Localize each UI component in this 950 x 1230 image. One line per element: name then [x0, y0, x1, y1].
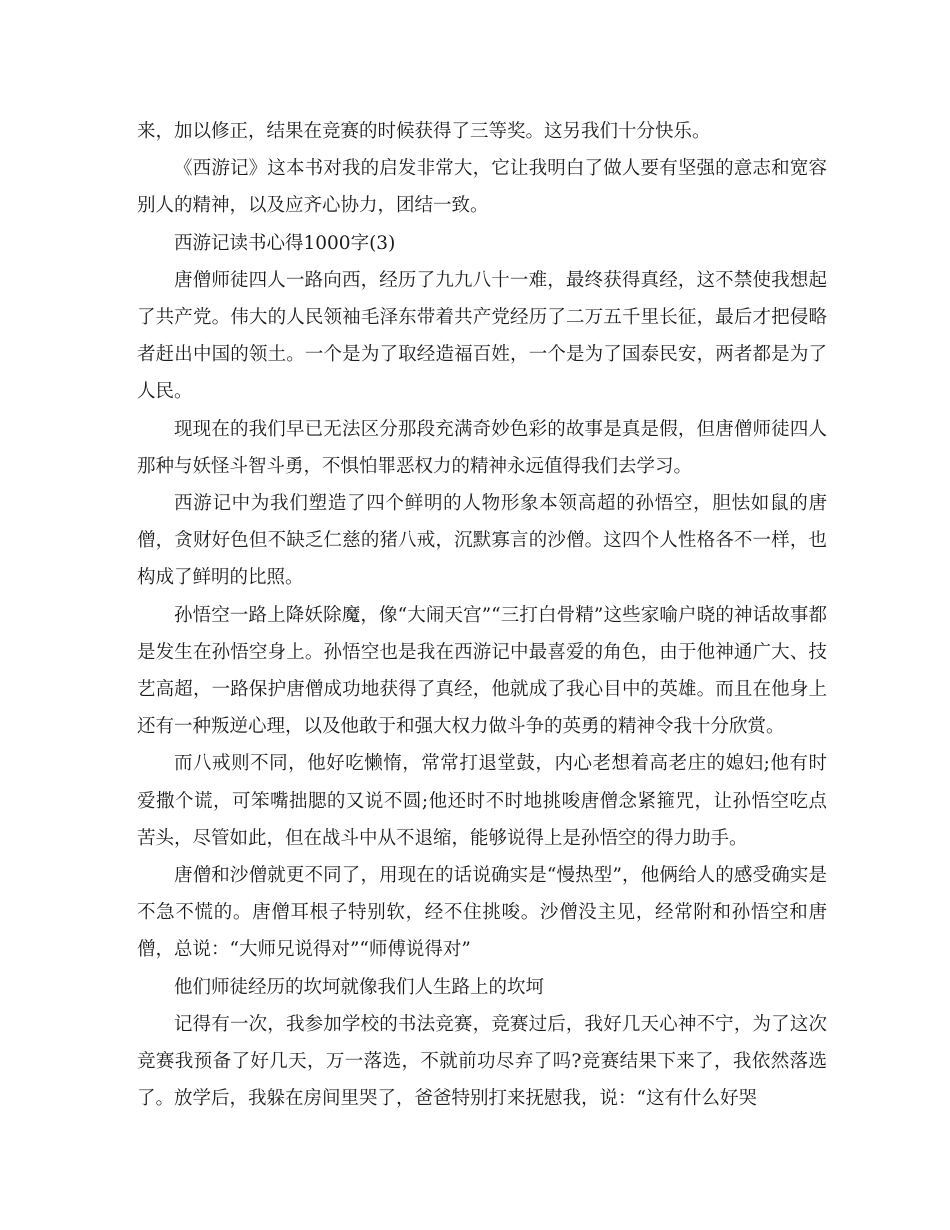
document-page — [137, 113, 827, 1117]
paragraph-6: 西游记中为我们塑造了四个鲜明的人物形象本领高超的孙悟空，胆怯如鼠的唐僧，贪财好色但不缺乏仁慈的猪八戒，沉默寡言的沙僧。这四个人性格各不一样，也构成了鲜明的比照。 — [137, 493, 827, 589]
section-heading: 西游记读书心得1000字(3) — [174, 232, 396, 254]
paragraph-1: 来，加以修正，结果在竞赛的时候获得了三等奖。这另我们十分快乐。 — [137, 121, 711, 142]
paragraph-11: 记得有一次，我参加学校的书法竞赛，竞赛过后，我好几天心神不宁，为了这次竞赛我预备了好几天，万一落选，不就前功尽弃了吗?竞赛结果下来了，我依然落选了。放学后，我躲在房间里哭了，爸爸特别打来抚慰我，说：“这有什么好哭 — [137, 1013, 827, 1110]
paragraph-5: 现现在的我们早已无法区分那段充满奇妙色彩的故事是真是假，但唐僧师徒四人那种与妖怪斗智斗勇，不惧怕罪恶权力的精神永远值得我们去学习。 — [137, 418, 827, 477]
paragraph-10: 他们师徒经历的坎坷就像我们人生路上的坎坷 — [174, 976, 545, 998]
paragraph-4: 唐僧师徒四人一路向西，经历了九九八十一难，最终获得真经，这不禁使我想起了共产党。伟大的人民领袖毛泽东带着共产党经历了二万五千里长征，最后才把侵略者赶出中国的领土。一个是为了取经造福百姓，一个是为了国泰民安，两者都是为了人民。 — [137, 269, 827, 403]
paragraph-9: 唐僧和沙僧就更不同了，用现在的话说确实是“慢热型”，他俩给人的感受确实是不急不慌的。唐僧耳根子特别软，经不住挑唆。沙僧没主见，经常附和孙悟空和唐僧，总说：“大师兄说得对”“师傅说得对” — [137, 865, 827, 961]
paragraph-7: 孙悟空一路上降妖除魔，像“大闹天宫”“三打白骨精”这些家喻户晓的神话故事都是发生在孙悟空身上。孙悟空也是我在西游记中最喜爱的角色，由于他神通广大、技艺高超，一路保护唐僧成功地获得了真经，他就成了我心目中的英雄。而且在他身上还有一种叛逆心理，以及他敢于和强大权力做斗争的英勇的精神令我十分欣赏。 — [137, 604, 827, 738]
paragraph-2: 《西游记》这本书对我的启发非常大，它让我明白了做人要有坚强的意志和宽容别人的精神，以及应齐心协力，团结一致。 — [137, 158, 827, 217]
paragraph-8: 而八戒则不同，他好吃懒惰，常常打退堂鼓，内心老想着高老庄的媳妇;他有时爱撒个谎，可笨嘴拙腮的又说不圆;他还时不时地挑唆唐僧念紧箍咒，让孙悟空吃点苦头，尽管如此，但在战斗中从不退缩，能够说得上是孙悟空的得力助手。 — [137, 753, 827, 849]
